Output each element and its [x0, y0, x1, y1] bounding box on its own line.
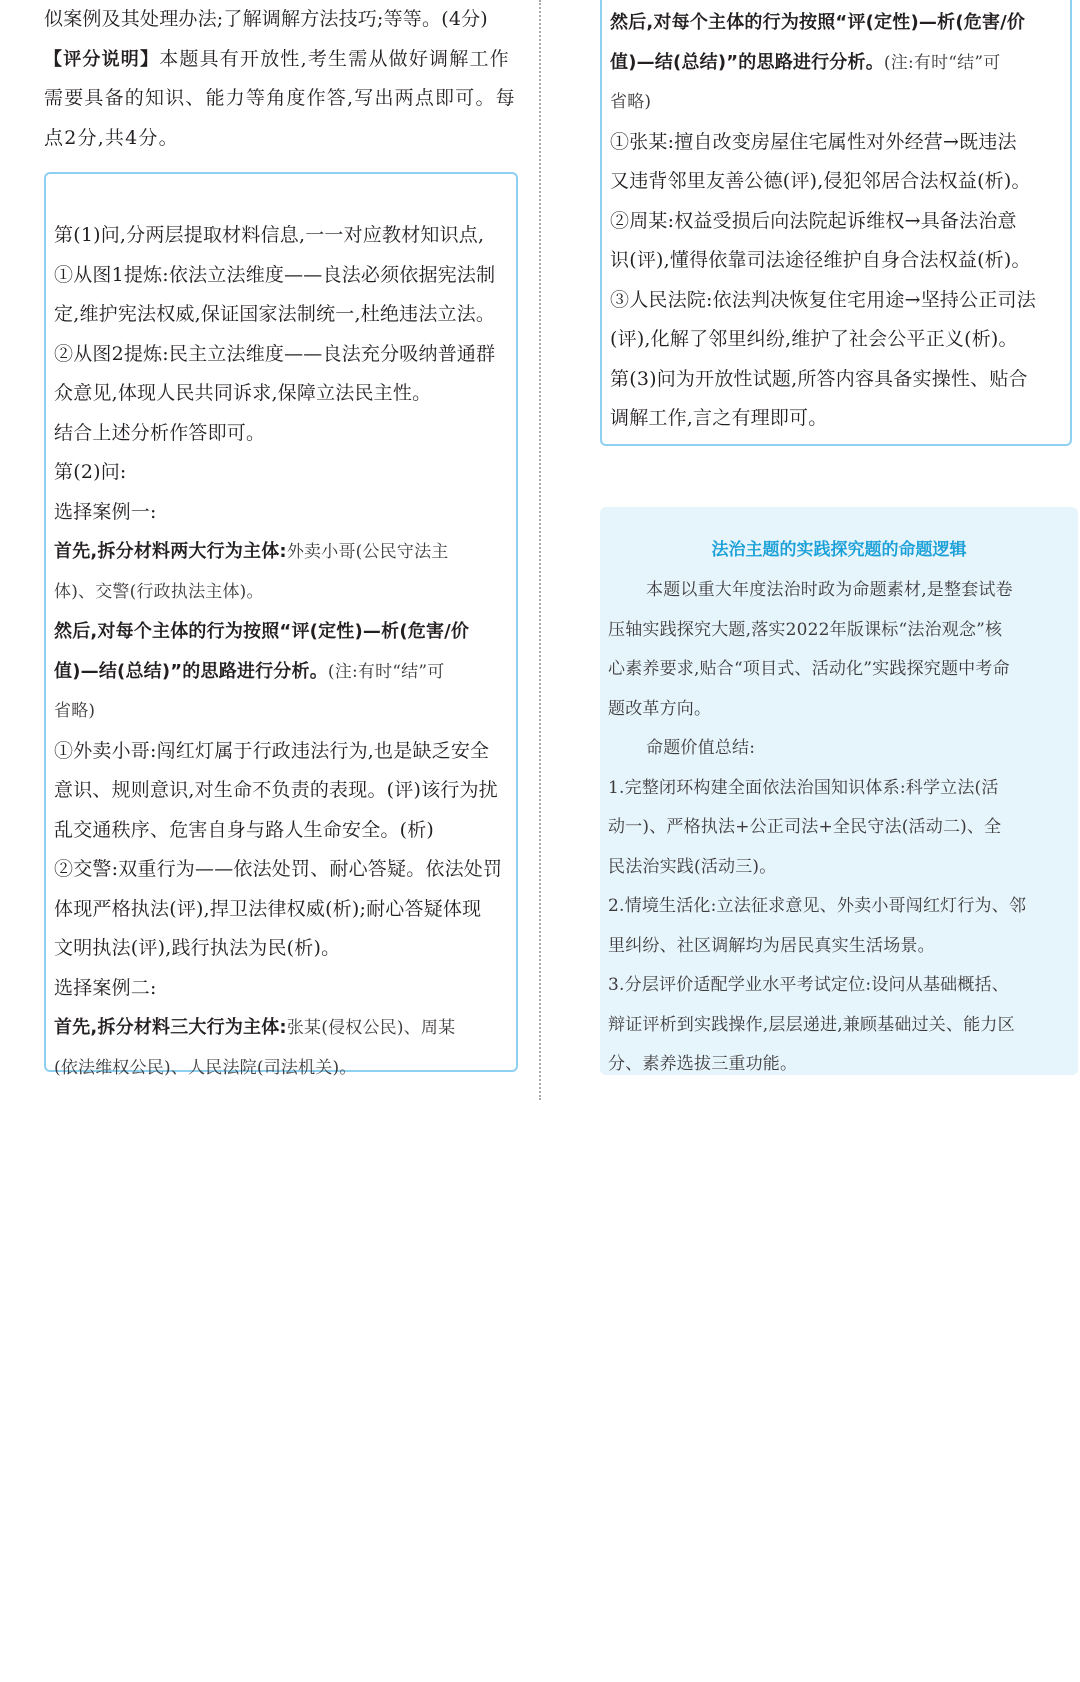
analysis-box-right [600, 0, 1072, 446]
text-line: 结合上述分析作答即可。 [54, 421, 266, 444]
text-line: ①外卖小哥:闯红灯属于行政违法行为,也是缺乏安全 [54, 739, 490, 762]
scoring-label: 【评分说明】 [44, 48, 160, 70]
text-line: 众意见,体现人民共同诉求,保障立法民主性。 [54, 382, 432, 404]
text-line: 选择案例二: [54, 976, 157, 999]
text-line: ③人民法院:依法判决恢复住宅用途→坚持公正司法 [610, 288, 1036, 311]
text-line: 似案例及其处理办法;了解调解方法技巧;等等。(4分) [44, 8, 488, 30]
case1-subjects: 外卖小哥(公民守法主 [286, 542, 449, 562]
text-line: 第(2)问: [54, 461, 127, 483]
proposition-logic-note [600, 507, 1078, 1075]
column-divider [539, 0, 541, 1100]
text-line: 分、素养选拔三重功能。 [608, 1054, 798, 1074]
text-line: 体现严格执法(评),捍卫法律权威(析);耐心答疑体现 [54, 897, 482, 920]
text-line [54, 1008, 508, 1049]
text-line: 然后,对每个主体的行为按照“评(定性)—析(危害/价 [54, 621, 470, 642]
text-line [44, 40, 524, 80]
text-line: 2.情境生活化:立法征求意见、外卖小哥闯红灯行为、邻 [608, 896, 1027, 916]
text-line: 第(3)问为开放性试题,所答内容具备实操性、贴合 [610, 367, 1028, 390]
text-line: 压轴实践探究大题,落实2022年版课标“法治观念”核 [608, 619, 1003, 640]
text-line [610, 43, 1062, 84]
text-line: 题改革方向。 [608, 698, 712, 719]
text-line: 本题以重大年度法治时政为命题素材,是整套试卷 [646, 580, 1013, 600]
method-note: (注:有时“结”可 [883, 52, 1001, 73]
text-line: ②从图2提炼:民主立法维度——良法充分吸纳普通群 [54, 342, 496, 365]
text-line: 调解工作,言之有理即可。 [610, 407, 828, 429]
text-line: 命题价值总结: [646, 738, 756, 758]
text-line: (评),化解了邻里纠纷,维护了社会公平正义(析)。 [610, 328, 1018, 350]
text-line: (依法维权公民)、人民法院(司法机关)。 [54, 1057, 357, 1078]
text-line [54, 652, 508, 693]
text-line: 民法治实践(活动三)。 [608, 856, 777, 877]
text-line: 然后,对每个主体的行为按照“评(定性)—析(危害/价 [610, 12, 1026, 33]
note-title: 法治主题的实践探究题的命题逻辑 [711, 540, 967, 560]
scoring-section [44, 0, 524, 158]
text-line: ①张某:擅自改变房屋住宅属性对外经营→既违法 [610, 130, 1017, 153]
text-line: ①从图1提炼:依法立法维度——良法必须依据宪法制 [54, 263, 496, 286]
case2-subjects: 张某(侵权公民)、周某 [286, 1018, 456, 1038]
text-line: 里纠纷、社区调解均为居民真实生活场景。 [608, 935, 935, 956]
text-line: ②周某:权益受损后向法院起诉维权→具备法治意 [610, 209, 1017, 232]
text-line: 体)、交警(行政执法主体)。 [54, 581, 264, 602]
text-line: 辩证评析到实践操作,层层递进,兼顾基础过关、能力区 [608, 1014, 1015, 1035]
text-line: 又违背邻里友善公德(评),侵犯邻居合法权益(析)。 [610, 170, 1031, 192]
text-line: 选择案例一: [54, 500, 157, 523]
text-line: 需要具备的知识、能力等角度作答,写出两点即可。每 [44, 87, 516, 109]
text-line: 乱交通秩序、危害自身与路人生命安全。(析) [54, 818, 435, 841]
text-line: 省略) [54, 701, 96, 721]
analysis-box-left [44, 172, 518, 1078]
case1-heading: 首先,拆分材料两大行为主体: [54, 541, 287, 562]
text-line: 1.完整闭环构建全面依法治国知识体系:科学立法(活 [608, 777, 999, 798]
text-line [54, 532, 508, 573]
text-line: 3.分层评价适配学业水平考试定位:设问从基础概括、 [608, 975, 1009, 995]
method-text: 值)—结(总结)”的思路进行分析。 [610, 51, 884, 73]
case2-heading: 首先,拆分材料三大行为主体: [54, 1017, 287, 1038]
text-line: 动一)、严格执法+公正司法+全民守法(活动二)、全 [608, 817, 1002, 837]
text-line: 点2分,共4分。 [44, 126, 179, 149]
text-line: 意识、规则意识,对生命不负责的表现。(评)该行为扰 [54, 779, 498, 801]
text-line: 第(1)问,分两层提取材料信息,一一对应教材知识点, [54, 224, 485, 246]
scoring-text: 本题具有开放性,考生需从做好调解工作 [159, 47, 510, 70]
text-line: 文明执法(评),践行执法为民(析)。 [54, 937, 341, 959]
method-text: 值)—结(总结)”的思路进行分析。 [54, 660, 328, 682]
text-line: 心素养要求,贴合“项目式、活动化”实践探究题中考命 [608, 659, 1010, 679]
text-line: 定,维护宪法权威,保证国家法制统一,杜绝违法立法。 [54, 303, 496, 325]
text-line: ②交警:双重行为——依法处罚、耐心答疑。依法处罚 [54, 858, 503, 880]
method-note: (注:有时“结”可 [327, 661, 445, 682]
text-line: 省略) [610, 92, 652, 112]
text-line: 识(评),懂得依靠司法途径维护自身合法权益(析)。 [610, 249, 1031, 271]
